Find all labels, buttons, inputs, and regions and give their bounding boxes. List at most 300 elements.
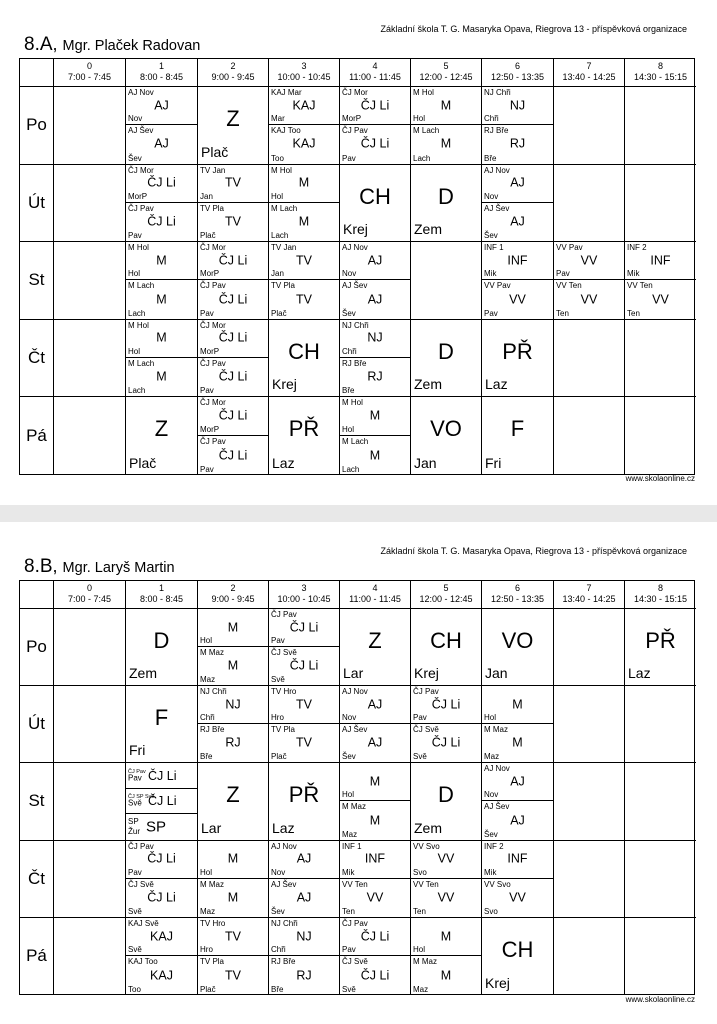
group-label: M Hol — [128, 320, 149, 330]
group-teacher: Too — [128, 984, 141, 994]
group-label: AJ Nov — [128, 88, 154, 97]
group-label: AJ Šev — [342, 725, 368, 735]
group-label: VV Ten — [413, 879, 439, 889]
subject-code: M — [440, 136, 452, 151]
day-label: Pá — [20, 918, 54, 995]
group-teacher: MorP — [200, 347, 220, 357]
group-teacher: Šev — [271, 906, 285, 916]
lesson-cell — [198, 918, 269, 995]
subject-code: VV — [509, 292, 526, 307]
teacher-code: Jan — [414, 454, 437, 471]
group-label: TV Pla — [200, 957, 225, 967]
lesson-group — [198, 724, 268, 762]
teacher-code: Zem — [414, 221, 442, 238]
lesson-cell — [554, 763, 625, 840]
day-label: Čt — [20, 320, 54, 398]
group-teacher: Pav — [342, 153, 356, 163]
group-label: NJ Chři — [271, 918, 298, 928]
period-number: 8 — [657, 583, 663, 593]
subject-code: INF — [650, 253, 671, 268]
subject-code: AJ — [367, 697, 383, 712]
period-header — [198, 581, 269, 609]
lesson-group — [269, 280, 339, 318]
group-teacher: Chři — [271, 945, 286, 955]
group-teacher: Lach — [128, 386, 146, 396]
group-label: AJ Nov — [484, 764, 510, 774]
lesson-cell — [269, 918, 340, 995]
group-label: AJ Šev — [128, 126, 154, 136]
period-number: 7 — [586, 61, 592, 71]
lesson-group — [198, 879, 268, 917]
period-time: 11:00 - 11:45 — [349, 72, 401, 82]
lesson-group — [269, 125, 339, 163]
subject-code: TV — [296, 735, 312, 750]
school-name: Základní škola T. G. Masaryka Opava, Riegrova 13 - příspěvková organizace — [380, 24, 687, 34]
lesson-cell — [269, 320, 340, 398]
group-label: ČJ Pav — [200, 281, 226, 291]
lesson-cell — [625, 841, 696, 918]
lesson-cell — [554, 686, 625, 763]
subject-code: AJ — [367, 292, 383, 307]
group-label: ČJ Pav — [200, 437, 226, 447]
subject-code: NJ — [367, 330, 383, 345]
subject-code: M — [156, 253, 167, 268]
day-label: Čt — [20, 841, 54, 918]
group-teacher: Ten — [342, 906, 355, 916]
lesson-group — [482, 841, 553, 879]
day-label: St — [20, 242, 54, 320]
lesson-cell — [411, 763, 482, 840]
subject-code: PŘ — [288, 416, 320, 442]
group-teacher: Pav — [200, 308, 214, 318]
subject-code: ČJ Li — [147, 175, 176, 190]
group-label: ČJ SP Svě — [128, 793, 155, 800]
lesson-group — [482, 280, 553, 318]
group-label: ČJ Mor — [342, 88, 368, 97]
group-label: M Hol — [413, 88, 434, 97]
group-teacher: Svě — [413, 752, 427, 762]
lesson-group — [269, 918, 339, 957]
lesson-group — [126, 280, 197, 318]
group-teacher: Mar — [271, 114, 285, 124]
lesson-group — [198, 956, 268, 995]
period-header — [482, 581, 554, 609]
group-teacher: Hol — [200, 636, 213, 646]
group-teacher: Nov — [484, 790, 499, 800]
subject-code: VV — [652, 292, 669, 307]
group-teacher: Ten — [627, 308, 640, 318]
group-teacher: Maz — [200, 906, 216, 916]
class-name: 8.A — [24, 34, 53, 55]
lesson-cell — [54, 841, 126, 918]
subject-code: TV — [225, 929, 241, 944]
subject-code: D — [153, 628, 170, 653]
group-label: M Lach — [271, 203, 298, 213]
period-number: 0 — [86, 61, 92, 71]
group-label: ČJ Pav — [342, 918, 368, 928]
teacher-code: Krej — [485, 974, 510, 991]
subject-code: TV — [225, 175, 241, 190]
page-separator — [0, 505, 717, 522]
lesson-group — [126, 242, 197, 280]
subject-code: NJ — [509, 98, 526, 113]
group-label: ČJ Pav — [413, 687, 439, 697]
group-teacher: Hro — [271, 713, 284, 723]
subject-code: VV — [580, 253, 598, 268]
group-teacher: Hol — [342, 425, 355, 435]
group-teacher: Lach — [128, 308, 146, 318]
lesson-group — [340, 87, 410, 125]
group-label: INF 1 — [342, 841, 362, 851]
lesson-cell — [482, 763, 554, 840]
lesson-cell — [625, 763, 696, 840]
subject-code: AJ — [510, 774, 525, 789]
group-label: VV Ten — [342, 879, 368, 889]
lesson-cell — [269, 87, 340, 165]
lesson-group — [126, 165, 197, 203]
group-teacher: Chři — [342, 347, 357, 357]
lesson-cell — [54, 763, 126, 840]
group-teacher: Svě — [342, 984, 356, 994]
subject-code: ČJ Li — [431, 697, 461, 712]
group-label: NJ Chři — [342, 320, 369, 330]
group-label: ČJ Svě — [271, 648, 297, 658]
timetable-sheet-8b — [0, 522, 717, 1024]
lesson-group — [411, 724, 481, 762]
lesson-group — [340, 686, 410, 724]
group-teacher: Šev — [484, 829, 498, 839]
lesson-group — [482, 165, 553, 203]
group-label: VV Svo — [413, 841, 440, 851]
lesson-group — [269, 165, 339, 203]
period-number: 7 — [586, 583, 592, 593]
group-label: M Hol — [271, 165, 292, 175]
group-label: NJ Chři — [200, 687, 227, 697]
lesson-group — [126, 814, 197, 839]
day-label: Út — [20, 686, 54, 763]
lesson-group — [198, 280, 268, 318]
lesson-cell — [482, 397, 554, 475]
lesson-cell — [126, 165, 198, 243]
lesson-group — [269, 686, 339, 724]
subject-code: M — [227, 890, 239, 905]
lesson-cell — [198, 242, 269, 320]
lesson-group — [198, 918, 268, 957]
lesson-cell — [554, 841, 625, 918]
subject-code: ČJ Li — [289, 658, 319, 673]
subject-code: M — [298, 214, 310, 229]
lesson-cell — [625, 165, 696, 243]
lesson-cell — [554, 165, 625, 243]
group-label: TV Hro — [271, 687, 297, 697]
lesson-group — [411, 918, 481, 957]
lesson-group — [126, 203, 197, 241]
subject-code: INF — [507, 851, 528, 866]
lesson-cell — [411, 165, 482, 243]
lesson-cell — [198, 686, 269, 763]
period-time: 9:00 - 9:45 — [211, 594, 255, 604]
subject-code: M — [156, 330, 167, 345]
group-label: ČJ Pav — [128, 768, 146, 775]
subject-code: ČJ Li — [218, 292, 248, 307]
teacher-code: Krej — [272, 376, 297, 393]
lesson-group — [126, 320, 197, 358]
lesson-group — [340, 397, 410, 436]
lesson-group — [126, 763, 197, 788]
group-label: TV Pla — [200, 203, 225, 213]
subject-code: PŘ — [288, 782, 320, 808]
lesson-cell — [340, 609, 411, 686]
subject-code: Z — [226, 782, 240, 808]
subject-code: AJ — [367, 253, 383, 268]
group-label: AJ Nov — [271, 841, 297, 851]
lesson-cell — [411, 686, 482, 763]
group-label: AJ Šev — [484, 802, 510, 812]
lesson-group — [198, 358, 268, 396]
subject-code: TV — [225, 214, 241, 229]
lesson-cell — [554, 320, 625, 398]
group-teacher: Pav — [200, 386, 214, 396]
period-header — [198, 59, 269, 87]
lesson-cell — [54, 918, 126, 995]
group-teacher: Maz — [413, 984, 429, 994]
group-teacher: Plač — [271, 752, 287, 762]
group-teacher: Svě — [128, 798, 142, 808]
subject-code: KAJ — [292, 136, 316, 151]
lesson-group — [625, 280, 696, 318]
group-label: ČJ Mor — [200, 398, 226, 408]
period-time: 14:30 - 15:15 — [633, 72, 688, 82]
group-teacher: Pav — [128, 231, 142, 241]
lesson-cell — [126, 320, 198, 398]
lesson-cell — [554, 242, 625, 320]
lesson-cell — [198, 165, 269, 243]
group-label: VV Svo — [484, 879, 511, 889]
lesson-group — [482, 125, 553, 163]
group-teacher: Plač — [200, 984, 216, 994]
group-teacher: Hol — [413, 945, 426, 955]
group-label: KAJ Too — [128, 957, 158, 967]
group-teacher: Pav — [413, 713, 427, 723]
lesson-cell — [269, 165, 340, 243]
group-label: ČJ Mor — [128, 165, 154, 175]
group-teacher: Chři — [484, 114, 499, 124]
group-teacher: Hol — [200, 867, 213, 877]
lesson-group — [269, 203, 339, 241]
group-label: RJ Bře — [200, 725, 225, 735]
period-number: 5 — [443, 61, 449, 71]
group-label: VV Pav — [484, 281, 511, 291]
subject-code: AJ — [296, 851, 312, 866]
lesson-cell — [340, 87, 411, 165]
subject-code: KAJ — [150, 968, 173, 983]
group-teacher: Svě — [271, 675, 285, 685]
group-teacher: Bře — [484, 153, 497, 163]
period-time: 10:00 - 10:45 — [277, 72, 331, 82]
period-header — [269, 59, 340, 87]
subject-code: CH — [430, 628, 462, 653]
lesson-group — [340, 280, 410, 318]
lesson-cell — [54, 397, 126, 475]
subject-code: M — [298, 175, 310, 190]
lesson-cell — [126, 763, 198, 840]
group-teacher: Mik — [484, 269, 497, 279]
lesson-cell — [269, 609, 340, 686]
day-label: Pá — [20, 397, 54, 475]
subject-code: TV — [296, 292, 312, 307]
teacher-code: Laz — [628, 665, 651, 682]
lesson-group — [625, 242, 696, 280]
lesson-cell — [198, 397, 269, 475]
group-teacher: Mik — [627, 269, 640, 279]
lesson-cell — [411, 841, 482, 918]
period-header — [340, 59, 411, 87]
subject-code: TV — [296, 697, 312, 712]
lesson-cell — [126, 918, 198, 995]
lesson-cell — [198, 763, 269, 840]
lesson-group — [126, 358, 197, 396]
lesson-cell — [126, 397, 198, 475]
subject-code: ČJ Li — [218, 369, 248, 384]
lesson-group — [126, 879, 197, 917]
lesson-group — [269, 841, 339, 879]
period-number: 6 — [514, 583, 520, 593]
group-teacher: Jan — [200, 191, 213, 201]
period-time: 9:00 - 9:45 — [211, 72, 255, 82]
group-teacher: Maz — [342, 829, 358, 839]
group-label: ČJ Pav — [271, 610, 297, 619]
group-label: ČJ Mor — [200, 320, 226, 330]
subject-code: M — [440, 929, 452, 944]
lesson-cell — [625, 609, 696, 686]
group-label: M Hol — [342, 398, 363, 408]
period-number: 2 — [230, 583, 236, 593]
group-teacher: Hro — [200, 945, 213, 955]
class-teacher: Mgr. Laryš Martin — [62, 560, 175, 576]
period-time: 7:00 - 7:45 — [67, 72, 112, 82]
period-header — [126, 581, 198, 609]
teacher-code: Lar — [343, 665, 364, 682]
lesson-group — [198, 436, 268, 475]
lesson-group — [126, 789, 197, 814]
group-label: AJ Nov — [484, 165, 510, 175]
lesson-group — [126, 87, 197, 125]
footer-link[interactable]: www.skolaonline.cz — [625, 474, 695, 483]
group-label: VV Ten — [627, 281, 653, 291]
lesson-group — [340, 918, 410, 957]
subject-code: VV — [437, 890, 455, 905]
day-label: Po — [20, 609, 54, 686]
subject-code: M — [512, 697, 523, 712]
subject-code: RJ — [509, 136, 526, 151]
lesson-group — [411, 956, 481, 995]
subject-code: AJ — [154, 136, 169, 151]
lesson-cell — [126, 841, 198, 918]
group-label: TV Hro — [200, 918, 226, 928]
subject-code: NJ — [225, 697, 241, 712]
footer-link[interactable]: www.skolaonline.cz — [625, 995, 695, 1004]
lesson-group — [554, 280, 624, 318]
lesson-cell — [126, 686, 198, 763]
lesson-group — [269, 879, 339, 917]
subject-code: D — [438, 782, 454, 808]
subject-code: VV — [509, 890, 526, 905]
subject-code: M — [440, 968, 452, 983]
lesson-group — [198, 647, 268, 685]
period-time: 8:00 - 8:45 — [139, 72, 184, 82]
subject-code: F — [154, 705, 169, 731]
period-number: 1 — [158, 583, 164, 593]
group-label: VV Ten — [556, 281, 582, 291]
group-label: M Maz — [200, 648, 224, 658]
group-label: INF 2 — [484, 841, 504, 851]
period-header — [625, 59, 696, 87]
lesson-cell — [411, 87, 482, 165]
subject-code: AJ — [296, 890, 312, 905]
lesson-group — [198, 165, 268, 203]
subject-code: D — [438, 338, 454, 364]
lesson-group — [340, 879, 410, 917]
period-time: 12:00 - 12:45 — [419, 594, 473, 604]
subject-code: INF — [364, 851, 386, 866]
period-header — [269, 581, 340, 609]
subject-code: ČJ Li — [148, 793, 177, 808]
group-teacher: Hol — [413, 114, 426, 124]
class-title: 8.A, Mgr. Plaček Radovan — [24, 34, 201, 55]
timetable-grid — [19, 58, 695, 475]
subject-code: ČJ Li — [147, 214, 176, 229]
day-label: Út — [20, 165, 54, 243]
lesson-cell — [554, 87, 625, 165]
group-teacher: Chři — [200, 713, 215, 723]
subject-code: ČJ Li — [360, 929, 390, 944]
subject-code: ČJ Li — [147, 890, 176, 905]
lesson-cell — [54, 686, 126, 763]
lesson-cell — [411, 918, 482, 995]
period-header — [126, 59, 198, 87]
group-label: M Maz — [342, 802, 366, 812]
lesson-cell — [482, 87, 554, 165]
group-teacher: Maz — [200, 675, 216, 685]
group-teacher: Plač — [200, 231, 216, 241]
lesson-group — [198, 397, 268, 436]
subject-code: ČJ Li — [218, 330, 248, 345]
subject-code: M — [369, 448, 381, 463]
period-time: 12:50 - 13:35 — [490, 594, 545, 604]
lesson-cell — [411, 397, 482, 475]
lesson-group — [340, 125, 410, 163]
lesson-group — [482, 203, 553, 241]
day-label: Po — [20, 87, 54, 165]
group-teacher: MorP — [128, 191, 148, 201]
group-teacher: Too — [271, 153, 284, 163]
lesson-group — [198, 320, 268, 358]
period-number: 2 — [230, 61, 236, 71]
lesson-cell — [482, 686, 554, 763]
timetable-grid — [19, 580, 695, 995]
group-teacher: Ten — [413, 906, 426, 916]
group-teacher: MorP — [200, 269, 220, 279]
group-teacher: Mik — [484, 867, 497, 877]
lesson-group — [411, 841, 481, 879]
period-time: 8:00 - 8:45 — [139, 594, 184, 604]
lesson-cell — [554, 397, 625, 475]
period-header — [411, 59, 482, 87]
period-time: 7:00 - 7:45 — [67, 594, 112, 604]
class-title: 8.B, Mgr. Laryš Martin — [24, 556, 175, 577]
group-label: ČJ Mor — [200, 243, 226, 253]
lesson-group — [198, 841, 268, 879]
